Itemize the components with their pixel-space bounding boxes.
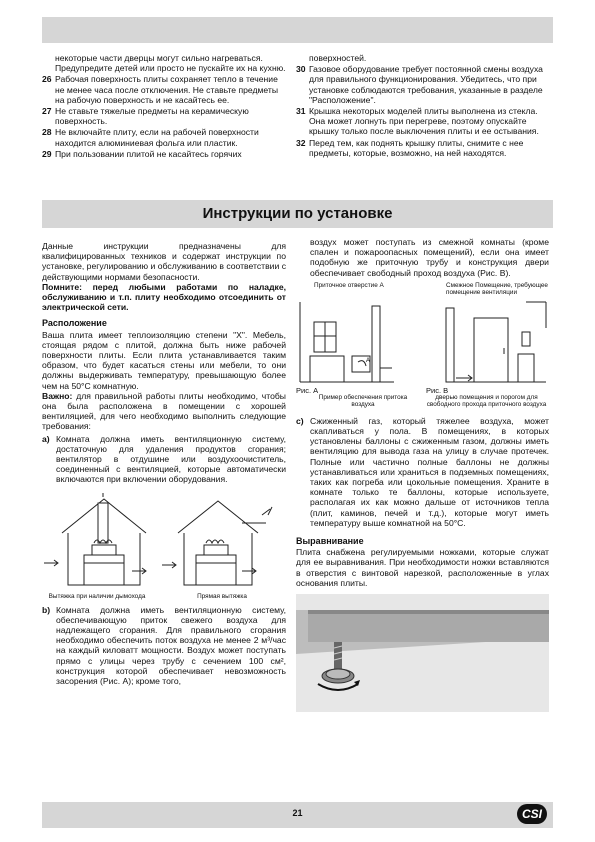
requirement-b: b) Комната должна иметь вентиляционную систему, обеспечивающую приток свежего воздуха для надлежащего сгорания. Для правильного сгорания необходимо обеспечить поток воздуха не менее 2 м³/час на каждый киловатт мощности. Воздух может поступать прямо с улицы через трубу с сечением 100 см², конструкция которой обеспечивает невозможность засорения (Рис. А); кроме того,: [42, 604, 286, 687]
safety-list-right: [296, 53, 549, 159]
figure1-caption-left: Вытяжка при наличии дымохода: [48, 592, 146, 600]
warning-paragraph: Помните: перед любыми работами по наладке, обслуживанию и т.п. плиту необходимо отсоединить от электрической сети.: [42, 281, 286, 313]
requirement-a: a) Комната должна иметь вентиляционную систему, достаточную для удаления продуктов сгорания; вентилятор в отдушине или воздухоочиститель, соединенный с вентиляцией, которые автоматически включаются при включении оборудования.: [42, 433, 286, 485]
leveling-paragraph: Плита снабжена регулируемыми ножками, которые служат для ее выравнивания. При необходимости ножки вставляются в отверстия с винтовой нарезкой, расположенные в углах основания плиты.: [296, 547, 549, 588]
adjustable-foot-icon: [296, 594, 549, 712]
list-item: 26 Рабочая поверхность плиты сохраняет тепло в течение не менее часа после отключения. Не ставьте предметы на рабочую поверхность и не касайтесь ее.: [42, 74, 279, 105]
safety-list-left: [42, 53, 288, 160]
list-item: 32 Перед тем, как поднять крышку плиты, снимите с нее предметы, которые, возможно, на ней находятся.: [296, 137, 524, 158]
footer-bar: [42, 802, 553, 828]
list-item: поверхностей.: [309, 53, 367, 63]
air-intake-figure: [296, 282, 549, 412]
house-direct-exhaust-icon: [162, 501, 272, 585]
right-column: [296, 237, 549, 712]
header-bar: [42, 17, 553, 43]
house-diagrams: [42, 493, 286, 593]
intro-paragraph: Данные инструкции предназначены для квалифицированных техников и содержат инструкции по установке, регулированию и обслуживанию в соответствии с действующими нормами безопасности.: [42, 241, 286, 282]
figure2-ris-a: Рис. А: [296, 385, 319, 395]
leveling-foot-figure: [296, 594, 549, 712]
requirement-b-continued: воздух может поступать из смежной комнаты (кроме спален и пожароопасных помещений), если она имеет подобную же приточную трубу и конструкция двери обеспечивает свободный проход воздуха (Рис. В).: [310, 237, 549, 278]
section-title: Инструкции по установке: [202, 205, 393, 222]
figure2-caption-left: Пример обеспечения притока воздуха: [318, 393, 408, 409]
list-item: 31 Крышка некоторых моделей плиты выполнена из стекла. Она может лопнуть при перегреве, поэтому опускайте крышку только после выключения плиты и ее остывания.: [296, 106, 539, 137]
room-b-icon: [446, 302, 546, 382]
requirement-c: c) Сжиженный газ, который тяжелее воздуха, может скапливаться у пола. В помещениях, в которых установлены баллоны с сжиженным газом, должны иметь вентиляцию для вывода газа на улицу в случае протечек. Полные или частично полные баллоны не должны устанавливаться или храниться в подземных помещениях, таких как погреба или цокольные помещения. Храните в комнате только те баллоны, которые используете, располагая их как можно дальше от источников тепла (плит, каминов, печей и т.д.), которые могут иметь температуру выше комнатной на 50°C.: [296, 415, 549, 528]
location-heading: Расположение: [42, 318, 107, 329]
air-intake-diagrams: [296, 298, 549, 394]
leveling-heading: Выравнивание: [296, 536, 364, 547]
section-banner: [42, 200, 553, 228]
figure1-caption-right: Прямая вытяжка: [197, 592, 247, 600]
figure2-label-intake: Приточное отверстие А: [314, 281, 384, 289]
room-a-icon: [300, 302, 394, 382]
figure2-label-adjacent: Смежное Помещение, требующее помещение вентиляции: [446, 281, 548, 297]
figure2-caption-right: дверью помещения и порогом для свободного прохода приточного воздуха: [426, 393, 547, 409]
house-chimney-icon: [44, 493, 146, 585]
list-item: 30 Газовое оборудование требует постоянной смены воздуха для правильного функционирования. Убедитесь, что при установке соблюдаются требования, указанные в разделе "Расположение".: [296, 64, 543, 105]
location-paragraph: Ваша плита имеет теплоизоляцию степени "X". Мебель, стоящая рядом с плитой, должна быть ниже рабочей поверхности плиты. Если плита устанавливается таким образом, что будет касаться стены или мебели, то они должны выдерживать температуру, превышающую более чем на 50°C комнатную.: [42, 329, 286, 391]
ventilation-figure: [42, 493, 286, 605]
list-item: 27 Не ставьте тяжелые предметы на керамическую поверхность.: [42, 106, 249, 127]
important-paragraph: Важно: для правильной работы плиты необходимо, чтобы она была расположена в помещении с хорошей вентиляцией, для чего необходимо выполнить следующие требования:: [42, 390, 286, 432]
csi-logo: CSI: [517, 804, 547, 824]
list-item: некоторые части дверцы могут сильно нагреваться. Предупредите детей или просто не пускайте их на кухню.: [55, 53, 286, 74]
list-item: 28 Не включайте плиту, если на рабочей поверхности находится алюминиевая фольга или пластик.: [42, 127, 259, 148]
figure2-ris-b: Рис. В: [426, 385, 449, 395]
page-number: 21: [292, 808, 303, 818]
list-item: 29 При пользовании плитой не касайтесь горячих: [42, 148, 242, 159]
figure2-letter-a: A: [366, 357, 371, 364]
left-column: [42, 241, 286, 686]
